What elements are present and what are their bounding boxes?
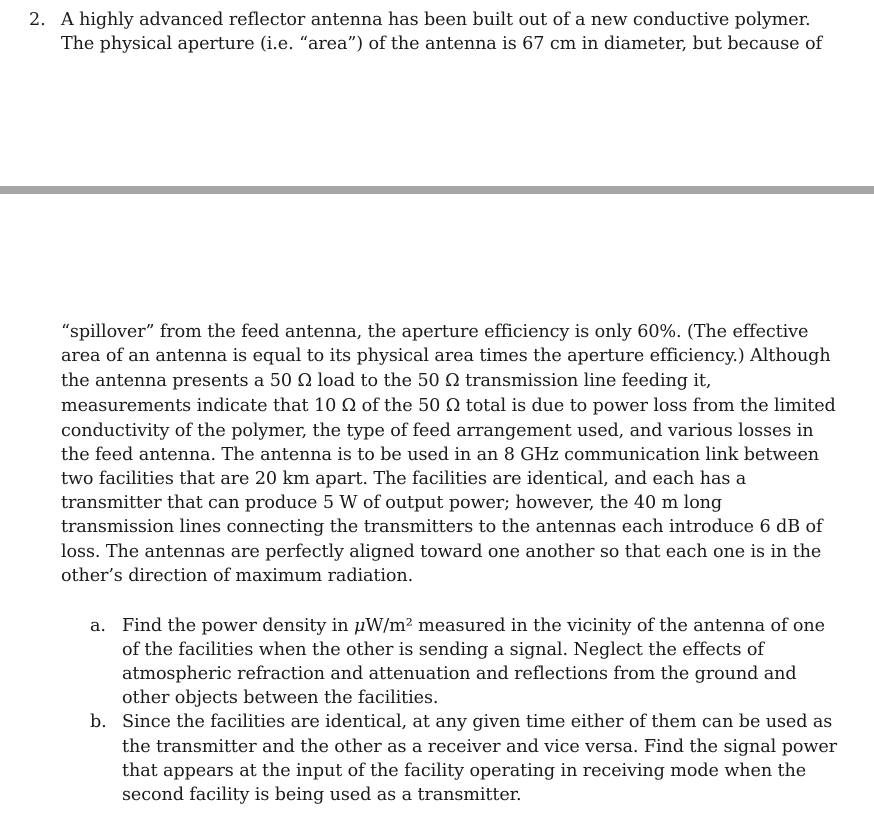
body-line-3: the antenna presents a 50 Ω load to the 50 Ω transmission line feeding it, bbox=[61, 371, 712, 391]
part-b-line-1: Since the facilities are identical, at any given time either of them can be used as bbox=[122, 712, 833, 732]
body-line-1: “spillover” from the feed antenna, the aperture efficiency is only 60%. (The effective bbox=[61, 322, 809, 342]
part-a-line-1 bbox=[122, 614, 825, 638]
body-line-2: area of an antenna is equal to its physical area times the aperture efficiency.) Although bbox=[61, 346, 831, 366]
body-line-6: the feed antenna. The antenna is to be used in an 8 GHz communication link between bbox=[61, 445, 820, 465]
body-line-8: transmitter that can produce 5 W of output power; however, the 40 m long bbox=[61, 493, 723, 513]
mu-symbol: μ bbox=[353, 616, 366, 636]
body-line-11: other’s direction of maximum radiation. bbox=[61, 566, 414, 586]
body-line-7: two facilities that are 20 km apart. The facilities are identical, and each has a bbox=[61, 469, 747, 489]
body-line-5: conductivity of the polymer, the type of feed arrangement used, and various losses in bbox=[61, 421, 814, 441]
question-number: 2. bbox=[29, 10, 46, 30]
part-a-letter: a. bbox=[90, 616, 106, 636]
intro-line-1: A highly advanced reflector antenna has been built out of a new conductive polymer. bbox=[61, 10, 811, 30]
intro-line-2: The physical aperture (i.e. “area”) of the antenna is 67 cm in diameter, but because of bbox=[61, 34, 822, 54]
part-a-line-1-after: W/m² measured in the vicinity of the antenna of one bbox=[365, 616, 825, 636]
body-line-9: transmission lines connecting the transmitters to the antennas each introduce 6 dB of bbox=[61, 517, 823, 537]
part-b-line-4: second facility is being used as a transmitter. bbox=[122, 785, 522, 805]
part-b-line-2: the transmitter and the other as a receiver and vice versa. Find the signal power bbox=[122, 737, 837, 757]
part-b-letter: b. bbox=[90, 712, 107, 732]
body-line-4: measurements indicate that 10 Ω of the 50 Ω total is due to power loss from the limited bbox=[61, 396, 836, 416]
body-line-10: loss. The antennas are perfectly aligned toward one another so that each one is in the bbox=[61, 542, 822, 562]
part-a-line-1-before: Find the power density in bbox=[122, 616, 354, 636]
part-b-line-3: that appears at the input of the facility operating in receiving mode when the bbox=[122, 761, 807, 781]
page-divider bbox=[0, 186, 874, 194]
part-a-line-3: atmospheric refraction and attenuation and reflections from the ground and bbox=[122, 664, 797, 684]
part-a-line-4: other objects between the facilities. bbox=[122, 688, 439, 708]
part-a-line-2: of the facilities when the other is sending a signal. Neglect the effects of bbox=[122, 640, 764, 660]
